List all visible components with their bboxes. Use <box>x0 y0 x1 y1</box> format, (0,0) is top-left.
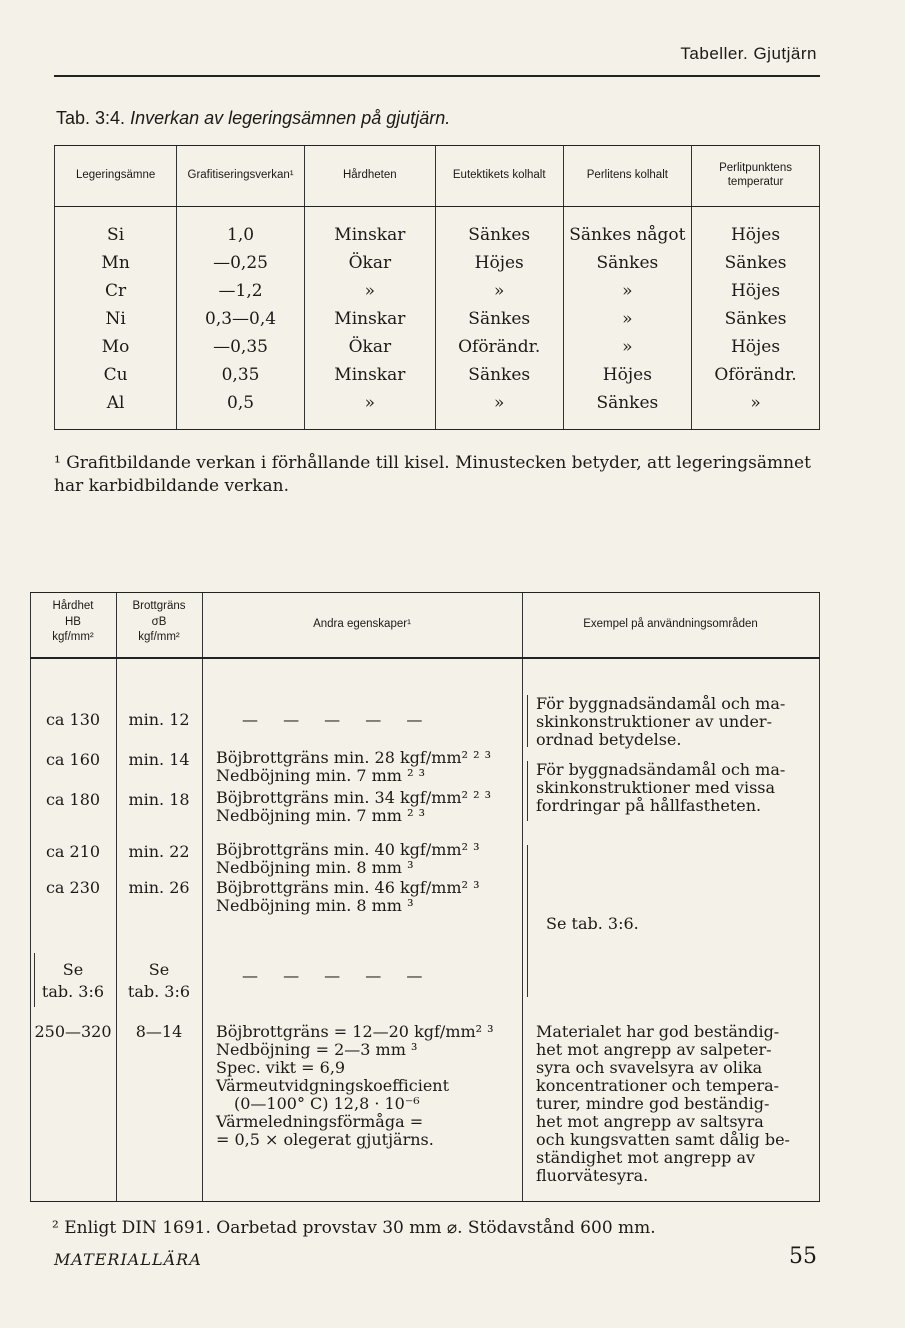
table-cell: Sänkes <box>435 305 563 333</box>
prop-line: Nedböjning min. 7 mm ² ³ <box>216 806 425 825</box>
hardness-cell: Se <box>62 960 84 979</box>
table-cell: —0,35 <box>177 333 305 361</box>
table-cell: 0,3—0,4 <box>177 305 305 333</box>
table-cell: » <box>563 333 691 361</box>
prop-block-last: Böjbrottgräns = 12—20 kgf/mm² ³ Nedböjning = 2—3 mm ³ Spec. vikt = 6,9 Värmeutvidgningskoefficient (0—100° C) 12,8 · 10⁻⁶ Värmeledningsförmåga = = 0,5 × olegerat gjutjärns. <box>216 1022 494 1149</box>
tensile-cell: min. 12 <box>128 710 190 729</box>
table-cell: Sänkes <box>692 249 820 277</box>
caption-number: Tab. 3:4. <box>56 108 126 128</box>
table-cell: Ökar <box>304 333 435 361</box>
t1-header: Grafitiseringsverkan¹ <box>177 146 305 207</box>
table-cell: » <box>563 277 691 305</box>
table-cell: Cr <box>55 277 177 305</box>
table-cell: Sänkes <box>563 249 691 277</box>
prop-line: Böjbrottgräns min. 40 kgf/mm² ³ <box>216 840 480 859</box>
table-cell: Oförändr. <box>435 333 563 361</box>
table-cell: 0,5 <box>177 389 305 430</box>
table-cell: » <box>563 305 691 333</box>
hardness-cell: ca 130 <box>45 710 101 729</box>
t2-header-hardness: Hårdhet HB kgf/mm² <box>52 600 94 644</box>
table-cell: Höjes <box>435 249 563 277</box>
tensile-cell: min. 26 <box>128 878 190 897</box>
dashes: — — — — — <box>242 966 433 985</box>
table-caption <box>56 108 450 129</box>
properties-table <box>30 592 820 1202</box>
t1-header: Hårdheten <box>304 146 435 207</box>
hardness-cell: ca 210 <box>45 842 101 861</box>
prop-line: Böjbrottgräns min. 34 kgf/mm² ² ³ <box>216 788 491 807</box>
prop-line: Nedböjning min. 8 mm ³ <box>216 858 414 877</box>
table-cell: Höjes <box>692 221 820 249</box>
t2-header-examples: Exempel på användningsområden <box>583 618 758 630</box>
brace <box>527 845 532 997</box>
footer-title: MATERIALLÄRA <box>54 1250 202 1269</box>
t1-header: Perlitpunktens temperatur <box>692 146 820 207</box>
table-cell: Sänkes <box>692 305 820 333</box>
hardness-cell: ca 180 <box>45 790 101 809</box>
table-cell: Minskar <box>304 221 435 249</box>
table-cell: » <box>435 389 563 430</box>
table-cell: Minskar <box>304 305 435 333</box>
tensile-cell: Se <box>148 960 170 979</box>
prop-line: Nedböjning min. 8 mm ³ <box>216 896 414 915</box>
brace <box>527 761 532 821</box>
table-cell: Höjes <box>692 333 820 361</box>
table-cell: —0,25 <box>177 249 305 277</box>
example-block: För byggnadsändamål och ma- skinkonstruktioner av under- ordnad betydelse. <box>536 694 786 749</box>
table-cell: Sänkes <box>563 389 691 430</box>
table-cell: Mo <box>55 333 177 361</box>
t1-body <box>55 207 820 430</box>
table-cell: Mn <box>55 249 177 277</box>
t1-header: Eutektikets kolhalt <box>435 146 563 207</box>
table-row <box>55 221 820 249</box>
t2-header-other: Andra egenskaper¹ <box>313 618 411 630</box>
hardness-cell: ca 230 <box>45 878 101 897</box>
hardness-cell: ca 160 <box>45 750 101 769</box>
table-cell: » <box>435 277 563 305</box>
example-block: Materialet har god beständig- het mot angrepp av salpeter- syra och svavelsyra av olika koncentrationer och tempera- turer, mindre god beständig- het mot angrepp av saltsyra och kungsvatten samt dålig be- ständighet mot angrepp av fluorvätesyra. <box>536 1022 790 1185</box>
table-cell: Cu <box>55 361 177 389</box>
table-row <box>55 277 820 305</box>
footnote-1: ¹ Grafitbildande verkan i förhållande till kisel. Minustecken betyder, att legeringsämnet har karbidbildande verkan. <box>54 453 811 496</box>
t1-header: Legeringsämne <box>55 146 177 207</box>
caption-title: Inverkan av legeringsämnen på gjutjärn. <box>130 108 451 128</box>
table-cell: Oförändr. <box>692 361 820 389</box>
table-cell: » <box>304 389 435 430</box>
table-row <box>55 305 820 333</box>
header-rule <box>54 75 820 77</box>
running-header: Tabeller. Gjutjärn <box>680 44 817 63</box>
table-row <box>55 333 820 361</box>
table-cell: Ni <box>55 305 177 333</box>
hardness-cell: 250—320 <box>34 1022 112 1041</box>
alloying-elements-table <box>54 145 820 430</box>
table-cell: Sänkes något <box>563 221 691 249</box>
brace <box>527 695 532 747</box>
footnote-2: ² Enligt DIN 1691. Oarbetad provstav 30 mm ⌀. Stödavstånd 600 mm. <box>52 1218 656 1238</box>
table-cell: Ökar <box>304 249 435 277</box>
table-cell: Höjes <box>563 361 691 389</box>
dashes: — — — — — <box>242 710 433 729</box>
prop-line: Böjbrottgräns min. 28 kgf/mm² ² ³ <box>216 748 491 767</box>
table-row <box>55 389 820 430</box>
t1-header: Perlitens kolhalt <box>563 146 691 207</box>
table-row <box>55 249 820 277</box>
left-brace <box>34 953 39 1007</box>
table-cell: Al <box>55 389 177 430</box>
table-cell: 0,35 <box>177 361 305 389</box>
table-cell: Minskar <box>304 361 435 389</box>
table-cell: Si <box>55 221 177 249</box>
tensile-cell: min. 22 <box>128 842 190 861</box>
table-cell: Sänkes <box>435 221 563 249</box>
table-cell: Sänkes <box>435 361 563 389</box>
tensile-cell: min. 14 <box>128 750 190 769</box>
tensile-cell: tab. 3:6 <box>127 982 191 1001</box>
tensile-cell: min. 18 <box>128 790 190 809</box>
example-see: Se tab. 3:6. <box>546 914 639 933</box>
table-cell: Höjes <box>692 277 820 305</box>
table-row <box>55 361 820 389</box>
prop-line: Böjbrottgräns min. 46 kgf/mm² ³ <box>216 878 480 897</box>
example-block: För byggnadsändamål och ma- skinkonstruktioner med vissa fordringar på hållfastheten. <box>536 760 786 815</box>
table-cell: 1,0 <box>177 221 305 249</box>
hardness-cell: tab. 3:6 <box>41 982 105 1001</box>
t2-header-tensile: Brottgräns σB kgf/mm² <box>132 600 186 644</box>
table-cell: » <box>304 277 435 305</box>
page-number: 55 <box>789 1244 817 1269</box>
tensile-cell: 8—14 <box>135 1022 183 1041</box>
prop-line: Nedböjning min. 7 mm ² ³ <box>216 766 425 785</box>
table-cell: —1,2 <box>177 277 305 305</box>
table-cell: » <box>692 389 820 430</box>
